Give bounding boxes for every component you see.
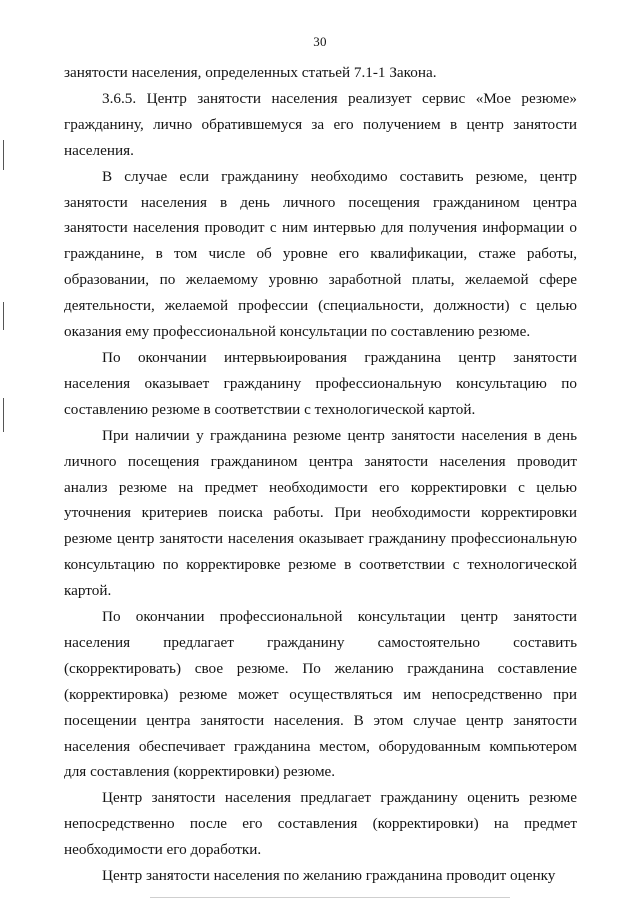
paragraph-resume-interview: В случае если гражданину необходимо составить резюме, центр занятости населения в день личного посещения гражданином центра занятости населения проводит с ним интервью для получения информации о гражданине, в том числе об уровне его квалификации, стаже работы, образовании, по желаемому уровню заработной платы, желаемой сфере деятельности, желаемой профессии (специальности, должности) с целью оказания ему профессиональной консультации по составлению резюме. [64,167,577,341]
paragraph-evaluate-resume: Центр занятости населения предлагает гражданину оценить резюме непосредственно после его составления (корректировки) на предмет необходимости его доработки. [64,789,577,859]
scan-edge-mark [3,302,4,330]
scan-edge-mark [3,398,4,432]
scan-edge-mark [3,140,4,170]
scan-bottom-edge [150,897,510,898]
paragraph-consultation: По окончании интервьюирования гражданина центр занятости населения оказывает гражданину профессиональную консультацию по составлению резюме в соответствии с технологической картой. [64,348,577,418]
page-number: 30 [313,34,327,49]
paragraph-resume-analysis: При наличии у гражданина резюме центр занятости населения в день личного посещения гражданином центра занятости населения проводит анализ резюме на предмет необходимости его корректировки с целью уточнения критериев поиска работы. При необходимости корректировки резюме центр занятости населения оказывает гражданину профессиональную консультацию по корректировке резюме в соответствии с технологической картой. [64,426,577,600]
paragraph-assessment: Центр занятости населения по желанию гражданина проводит оценку [102,867,556,885]
paragraph-3-6-5: 3.6.5. Центр занятости населения реализует сервис «Мое резюме» гражданину, лично обратившемуся за его получением в центр занятости населения. [64,89,577,159]
paragraph-continuation: занятости населения, определенных статьей 7.1-1 Закона. [64,64,437,81]
document-body [64,60,577,889]
paragraph-self-compose: По окончании профессиональной консультации центр занятости населения предлагает гражданину самостоятельно составить (скорректировать) свое резюме. По желанию гражданина составление (корректировка) резюме может осуществляться им непосредственно при посещении центра занятости населения. В этом случае центр занятости населения обеспечивает гражданина местом, оборудованным компьютером для составления (корректировки) резюме. [64,608,577,781]
